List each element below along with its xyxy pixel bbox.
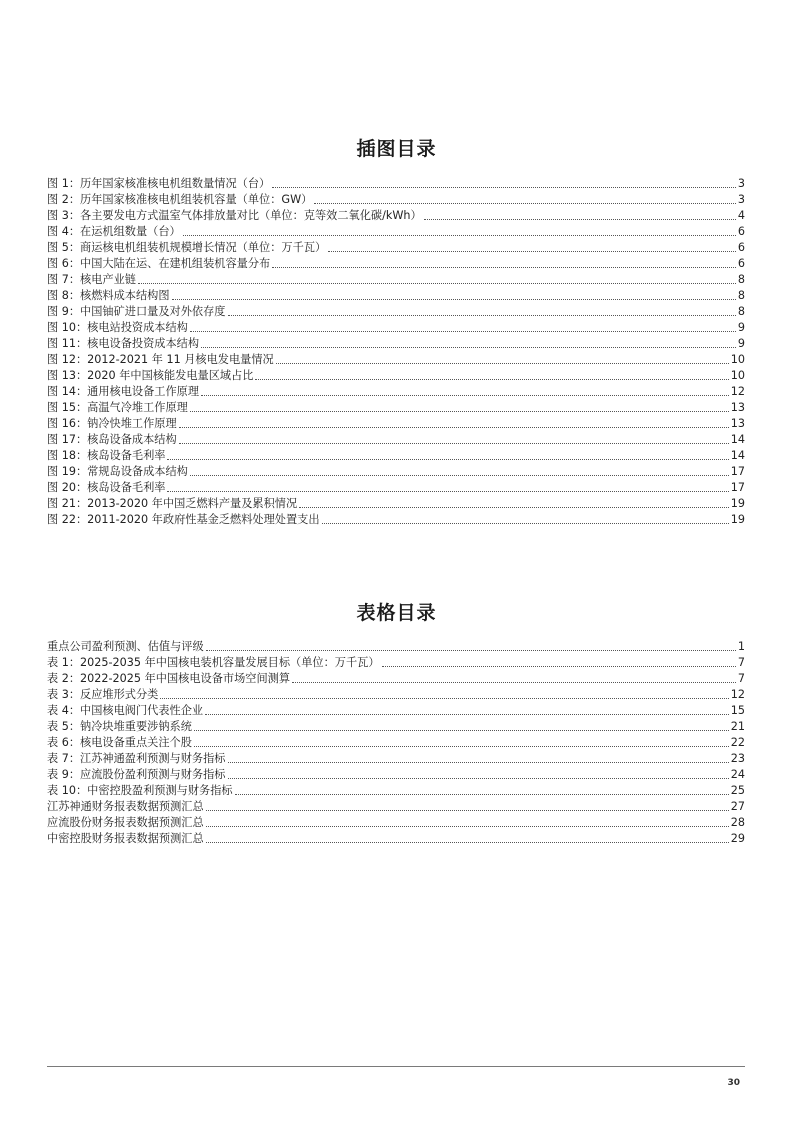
figure-toc-entry[interactable] — [47, 335, 745, 351]
toc-entry-page: 12 — [730, 385, 745, 398]
dot-leader — [424, 219, 736, 220]
toc-entry-label: 图 12：2012-2021 年 11 月核电发电量情况 — [47, 353, 274, 366]
figure-toc-entry[interactable] — [47, 287, 745, 303]
figure-toc-entry[interactable] — [47, 175, 745, 191]
toc-entry-label: 图 20：核岛设备毛利率 — [47, 481, 166, 494]
toc-entry-page: 14 — [730, 449, 745, 462]
tables-toc-title: 表格目录 — [356, 602, 437, 624]
dot-leader — [382, 666, 736, 667]
toc-entry-label: 图 7：核电产业链 — [47, 273, 136, 286]
dot-leader — [322, 523, 729, 524]
toc-entry-label: 图 2：历年国家核准核电机组装机容量（单位：GW） — [47, 193, 313, 206]
toc-entry-page: 28 — [730, 816, 745, 829]
toc-entry-label: 表 3：反应堆形式分类 — [47, 688, 159, 701]
figure-toc-entry[interactable] — [47, 511, 745, 527]
toc-entry-page: 3 — [737, 177, 745, 190]
toc-entry-page: 8 — [737, 289, 745, 302]
toc-entry-label: 图 9：中国铀矿进口量及对外依存度 — [47, 305, 226, 318]
dot-leader — [194, 730, 729, 731]
dot-leader — [190, 331, 736, 332]
dot-leader — [160, 698, 728, 699]
toc-entry-page: 3 — [737, 193, 745, 206]
toc-entry-page: 27 — [730, 800, 745, 813]
toc-entry-page: 9 — [737, 321, 745, 334]
dot-leader — [228, 778, 729, 779]
dot-leader — [206, 826, 729, 827]
dot-leader — [228, 315, 736, 316]
figures-toc-title: 插图目录 — [356, 138, 437, 160]
toc-entry-label: 重点公司盈利预测、估值与评级 — [47, 640, 204, 653]
figure-toc-entry[interactable] — [47, 207, 745, 223]
figure-toc-entry[interactable] — [47, 191, 745, 207]
dot-leader — [167, 491, 728, 492]
footer-divider — [47, 1066, 745, 1067]
toc-entry-page: 7 — [737, 656, 745, 669]
toc-entry-page: 8 — [737, 273, 745, 286]
figure-toc-entry[interactable] — [47, 271, 745, 287]
toc-entry-label: 图 15：高温气冷堆工作原理 — [47, 401, 188, 414]
toc-entry-label: 图 11：核电设备投资成本结构 — [47, 337, 200, 350]
figure-toc-entry[interactable] — [47, 399, 745, 415]
toc-entry-page: 10 — [730, 369, 745, 382]
toc-entry-label: 表 4：中国核电阀门代表性企业 — [47, 704, 204, 717]
figure-toc-entry[interactable] — [47, 447, 745, 463]
toc-entry-label: 图 5：商运核电机组装机规模增长情况（单位：万千瓦） — [47, 241, 327, 254]
toc-entry-page: 17 — [730, 465, 745, 478]
dot-leader — [328, 251, 736, 252]
toc-entry-label: 图 22：2011-2020 年政府性基金乏燃料处理处置支出 — [47, 513, 320, 526]
toc-entry-label: 表 9：应流股份盈利预测与财务指标 — [47, 768, 226, 781]
figure-toc-entry[interactable] — [47, 351, 745, 367]
toc-entry-label: 图 14：通用核电设备工作原理 — [47, 385, 200, 398]
dot-leader — [292, 682, 736, 683]
figure-toc-entry[interactable] — [47, 367, 745, 383]
dot-leader — [167, 459, 728, 460]
table-toc-entry[interactable] — [47, 734, 745, 750]
dot-leader — [190, 411, 729, 412]
figure-toc-entry[interactable] — [47, 415, 745, 431]
table-toc-entry[interactable] — [47, 750, 745, 766]
figures-toc-list — [47, 175, 745, 527]
table-toc-entry[interactable] — [47, 798, 745, 814]
toc-entry-page: 17 — [730, 481, 745, 494]
toc-entry-page: 24 — [730, 768, 745, 781]
toc-entry-page: 9 — [737, 337, 745, 350]
toc-entry-label: 图 3：各主要发电方式温室气体排放量对比（单位：克等效二氧化碳/kWh） — [47, 209, 422, 222]
toc-entry-label: 江苏神通财务报表数据预测汇总 — [47, 800, 204, 813]
figure-toc-entry[interactable] — [47, 223, 745, 239]
dot-leader — [179, 427, 729, 428]
toc-entry-label: 图 13：2020 年中国核能发电量区域占比 — [47, 369, 254, 382]
dot-leader — [272, 267, 736, 268]
dot-leader — [138, 283, 736, 284]
toc-entry-page: 19 — [730, 497, 745, 510]
toc-entry-label: 表 2：2022-2025 年中国核电设备市场空间测算 — [47, 672, 291, 685]
table-toc-entry[interactable] — [47, 702, 745, 718]
toc-entry-page: 6 — [737, 257, 745, 270]
dot-leader — [201, 347, 736, 348]
figure-toc-entry[interactable] — [47, 303, 745, 319]
toc-entry-page: 12 — [730, 688, 745, 701]
toc-entry-page: 22 — [730, 736, 745, 749]
table-toc-entry[interactable] — [47, 686, 745, 702]
toc-entry-label: 图 8：核燃料成本结构图 — [47, 289, 170, 302]
toc-entry-page: 13 — [730, 401, 745, 414]
figure-toc-entry[interactable] — [47, 463, 745, 479]
dot-leader — [314, 203, 736, 204]
toc-entry-label: 表 6：核电设备重点关注个股 — [47, 736, 192, 749]
toc-entry-page: 1 — [737, 640, 745, 653]
toc-entry-label: 图 4：在运机组数量（台） — [47, 225, 181, 238]
table-toc-entry[interactable] — [47, 654, 745, 670]
toc-entry-label: 中密控股财务报表数据预测汇总 — [47, 832, 204, 845]
toc-entry-page: 13 — [730, 417, 745, 430]
figure-toc-entry[interactable] — [47, 319, 745, 335]
dot-leader — [228, 762, 729, 763]
dot-leader — [272, 187, 736, 188]
toc-entry-page: 14 — [730, 433, 745, 446]
toc-entry-label: 图 19：常规岛设备成本结构 — [47, 465, 188, 478]
figure-toc-entry[interactable] — [47, 479, 745, 495]
figure-toc-entry[interactable] — [47, 495, 745, 511]
toc-entry-label: 图 17：核岛设备成本结构 — [47, 433, 177, 446]
table-toc-entry[interactable] — [47, 782, 745, 798]
dot-leader — [190, 475, 729, 476]
toc-entry-label: 图 21：2013-2020 年中国乏燃料产量及累积情况 — [47, 497, 298, 510]
toc-entry-page: 23 — [730, 752, 745, 765]
toc-entry-label: 表 7：江苏神通盈利预测与财务指标 — [47, 752, 226, 765]
toc-entry-label: 表 10：中密控股盈利预测与财务指标 — [47, 784, 233, 797]
toc-entry-label: 图 18：核岛设备毛利率 — [47, 449, 166, 462]
toc-entry-page: 25 — [730, 784, 745, 797]
dot-leader — [235, 794, 729, 795]
toc-entry-page: 10 — [730, 353, 745, 366]
toc-entry-page: 7 — [737, 672, 745, 685]
dot-leader — [172, 299, 736, 300]
dot-leader — [255, 379, 728, 380]
toc-entry-label: 表 1：2025-2035 年中国核电装机容量发展目标（单位：万千瓦） — [47, 656, 380, 669]
dot-leader — [205, 714, 729, 715]
table-toc-entry[interactable] — [47, 718, 745, 734]
tables-toc-list — [47, 638, 745, 846]
figure-toc-entry[interactable] — [47, 239, 745, 255]
toc-entry-label: 应流股份财务报表数据预测汇总 — [47, 816, 204, 829]
toc-entry-page: 8 — [737, 305, 745, 318]
toc-entry-page: 15 — [730, 704, 745, 717]
dot-leader — [179, 443, 729, 444]
figure-toc-entry[interactable] — [47, 383, 745, 399]
dot-leader — [299, 507, 729, 508]
dot-leader — [276, 363, 729, 364]
toc-entry-page: 6 — [737, 225, 745, 238]
dot-leader — [183, 235, 736, 236]
table-toc-entry[interactable] — [47, 670, 745, 686]
table-toc-entry[interactable] — [47, 814, 745, 830]
toc-entry-label: 图 6：中国大陆在运、在建机组装机容量分布 — [47, 257, 271, 270]
toc-entry-label: 图 16：钠冷快堆工作原理 — [47, 417, 177, 430]
toc-entry-label: 表 5：钠冷块堆重要涉钠系统 — [47, 720, 192, 733]
figure-toc-entry[interactable] — [47, 255, 745, 271]
toc-entry-page: 21 — [730, 720, 745, 733]
dot-leader — [194, 746, 729, 747]
table-toc-entry[interactable] — [47, 830, 745, 846]
toc-entry-page: 29 — [730, 832, 745, 845]
toc-entry-label: 图 10：核电站投资成本结构 — [47, 321, 188, 334]
figure-toc-entry[interactable] — [47, 431, 745, 447]
dot-leader — [206, 842, 729, 843]
dot-leader — [206, 810, 729, 811]
toc-entry-page: 6 — [737, 241, 745, 254]
table-toc-entry[interactable] — [47, 638, 745, 654]
dot-leader — [206, 650, 736, 651]
toc-entry-label: 图 1：历年国家核准核电机组数量情况（台） — [47, 177, 271, 190]
toc-entry-page: 19 — [730, 513, 745, 526]
page-number: 30 — [727, 1078, 740, 1088]
toc-entry-page: 4 — [737, 209, 745, 222]
dot-leader — [201, 395, 729, 396]
table-toc-entry[interactable] — [47, 766, 745, 782]
